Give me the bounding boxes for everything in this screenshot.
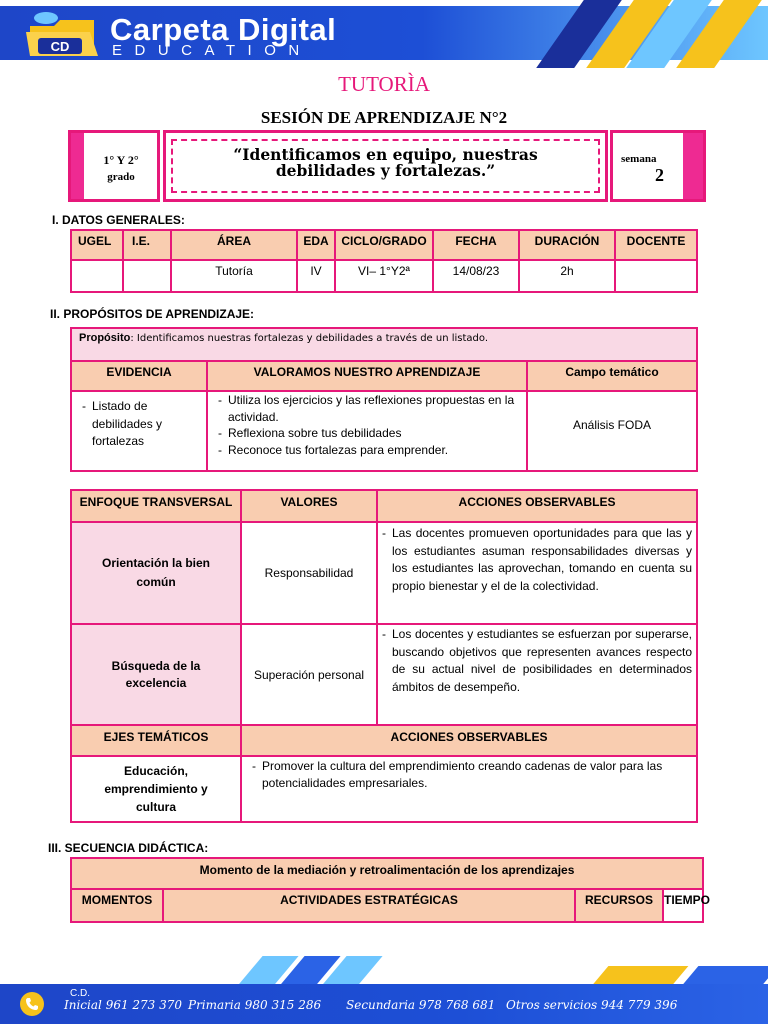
td-eda: IV bbox=[297, 260, 335, 292]
footer-contact-secundaria: Secundaria 978 768 681 bbox=[346, 998, 496, 1012]
th-acciones: ACCIONES OBSERVABLES bbox=[377, 490, 697, 522]
th-area: ÁREA bbox=[171, 230, 297, 260]
folder-logo-icon bbox=[24, 10, 102, 60]
th-tiempo: TIEMPO bbox=[663, 889, 703, 922]
datos-generales-table bbox=[70, 229, 698, 293]
week-number: 2 bbox=[655, 165, 664, 185]
valoramos-cell bbox=[207, 391, 527, 471]
footer-contact-primaria: Primaria 980 315 286 bbox=[188, 998, 322, 1012]
enfoque-name: Orientación la bien común bbox=[71, 522, 241, 624]
footer-banner bbox=[0, 944, 768, 1024]
section-secuencia-heading: III. SECUENCIA DIDÁCTICA: bbox=[48, 841, 209, 855]
session-heading: SESIÓN DE APRENDIZAJE N°2 bbox=[260, 108, 508, 127]
td-fecha: 14/08/23 bbox=[433, 260, 519, 292]
enfoque-accion-cell bbox=[377, 624, 697, 725]
th-ie: I.E. bbox=[123, 230, 171, 260]
session-theme-box bbox=[163, 130, 608, 202]
eje-accion-cell bbox=[241, 756, 697, 822]
secuencia-title-row bbox=[71, 858, 703, 889]
page-title: TUTORÌA bbox=[338, 72, 430, 96]
enfoque-header-row bbox=[71, 490, 697, 522]
enfoque-row bbox=[71, 522, 697, 624]
td-duracion: 2h bbox=[519, 260, 615, 292]
enfoque-accion: - Los docentes y estudiantes se esfuerzan por superarse, buscando objetivos que representen avances respecto de su actual nivel de posibilidades en determinados ámbitos de desempeño. bbox=[382, 626, 692, 696]
enfoque-table bbox=[70, 489, 698, 823]
td-ugel bbox=[71, 260, 123, 292]
section-propositos-heading: II. PROPÓSITOS DE APRENDIZAJE: bbox=[50, 307, 255, 321]
th-ejes: EJES TEMÁTICOS bbox=[71, 725, 241, 756]
logo-letters: CD bbox=[50, 39, 70, 54]
proposito-content-row bbox=[71, 391, 697, 471]
week-box bbox=[610, 130, 706, 202]
proposito-label: Propósito bbox=[79, 332, 131, 344]
proposito-text: : Identificamos nuestras fortalezas y debilidades a través de un listado. bbox=[130, 333, 489, 344]
enfoque-valor: Responsabilidad bbox=[241, 522, 377, 624]
campo-tematico-value: Análisis FODA bbox=[527, 391, 697, 471]
td-ciclo: VI– 1°Y2ª bbox=[335, 260, 433, 292]
secuencia-title: Momento de la mediación y retroalimentación de los aprendizajes bbox=[71, 858, 703, 889]
brand-title: Carpeta Digital bbox=[110, 12, 337, 47]
th-docente: DOCENTE bbox=[615, 230, 697, 260]
secuencia-table bbox=[70, 857, 711, 923]
td-docente bbox=[615, 260, 697, 292]
th-duracion: DURACIÓN bbox=[519, 230, 615, 260]
phone-icon bbox=[20, 992, 44, 1016]
datos-header-row bbox=[71, 230, 697, 260]
grade-word: grado bbox=[107, 171, 135, 183]
th-fecha: FECHA bbox=[433, 230, 519, 260]
footer-cd-label: C.D. bbox=[70, 988, 90, 999]
brand-subtitle: EDUCATION bbox=[112, 42, 312, 59]
valoramos-item: - Utiliza los ejercicios y las reflexiones propuestas en la actividad. bbox=[218, 392, 522, 425]
td-area: Tutoría bbox=[171, 260, 297, 292]
ejes-row bbox=[71, 756, 697, 822]
session-theme: “Identificamos en equipo, nuestras debilidades y fortalezas.” bbox=[233, 145, 538, 180]
secuencia-header-row bbox=[71, 889, 703, 922]
week-label: semana bbox=[621, 153, 657, 165]
enfoque-accion-cell bbox=[377, 522, 697, 624]
propositos-table bbox=[70, 327, 698, 472]
footer-contact-inicial: Inicial 961 273 370 bbox=[64, 998, 183, 1012]
proposito-cell bbox=[71, 328, 697, 361]
th-actividades: ACTIVIDADES ESTRATÉGICAS bbox=[163, 889, 575, 922]
proposito-header-row bbox=[71, 361, 697, 391]
valoramos-item: - Reflexiona sobre tus debilidades bbox=[218, 425, 522, 442]
ejes-header-row bbox=[71, 725, 697, 756]
th-ugel: UGEL bbox=[71, 230, 123, 260]
th-momentos: MOMENTOS bbox=[71, 889, 163, 922]
datos-value-row bbox=[71, 260, 697, 292]
enfoque-accion: - Las docentes promueven oportunidades para que las y los estudiantes asuman responsabilidades diversas y los estudiantes las aprovechan, tomando en cuenta su propio bienestar y el de la colectividad. bbox=[382, 525, 692, 595]
th-recursos: RECURSOS bbox=[575, 889, 663, 922]
grade-box bbox=[68, 130, 160, 202]
th-ejes-acciones: ACCIONES OBSERVABLES bbox=[241, 725, 697, 756]
td-ie bbox=[123, 260, 171, 292]
grade-label: 1° Y 2° bbox=[103, 153, 139, 167]
th-evidencia: EVIDENCIA bbox=[71, 361, 207, 391]
th-valores: VALORES bbox=[241, 490, 377, 522]
evidencia-item: - Listado de debilidades y fortalezas bbox=[82, 398, 206, 451]
section-datos-heading: I. DATOS GENERALES: bbox=[52, 213, 185, 227]
footer-contact-otros: Otros servicios 944 779 396 bbox=[506, 998, 678, 1012]
header-banner bbox=[0, 0, 768, 68]
eje-accion: - Promover la cultura del emprendimiento creando cadenas de valor para las potencialidades empresariales. bbox=[252, 758, 688, 792]
enfoque-row bbox=[71, 624, 697, 725]
eje-name: Educación, emprendimiento y cultura bbox=[71, 756, 241, 822]
th-valoramos: VALORAMOS NUESTRO APRENDIZAJE bbox=[207, 361, 527, 391]
th-enfoque: ENFOQUE TRANSVERSAL bbox=[71, 490, 241, 522]
th-eda: EDA bbox=[297, 230, 335, 260]
th-ciclo: CICLO/GRADO bbox=[335, 230, 433, 260]
valoramos-item: - Reconoce tus fortalezas para emprender. bbox=[218, 442, 522, 459]
proposito-row bbox=[71, 328, 697, 361]
enfoque-valor: Superación personal bbox=[241, 624, 377, 725]
enfoque-name: Búsqueda de la excelencia bbox=[71, 624, 241, 725]
evidencia-cell bbox=[71, 391, 207, 471]
th-campo: Campo temático bbox=[527, 361, 697, 391]
